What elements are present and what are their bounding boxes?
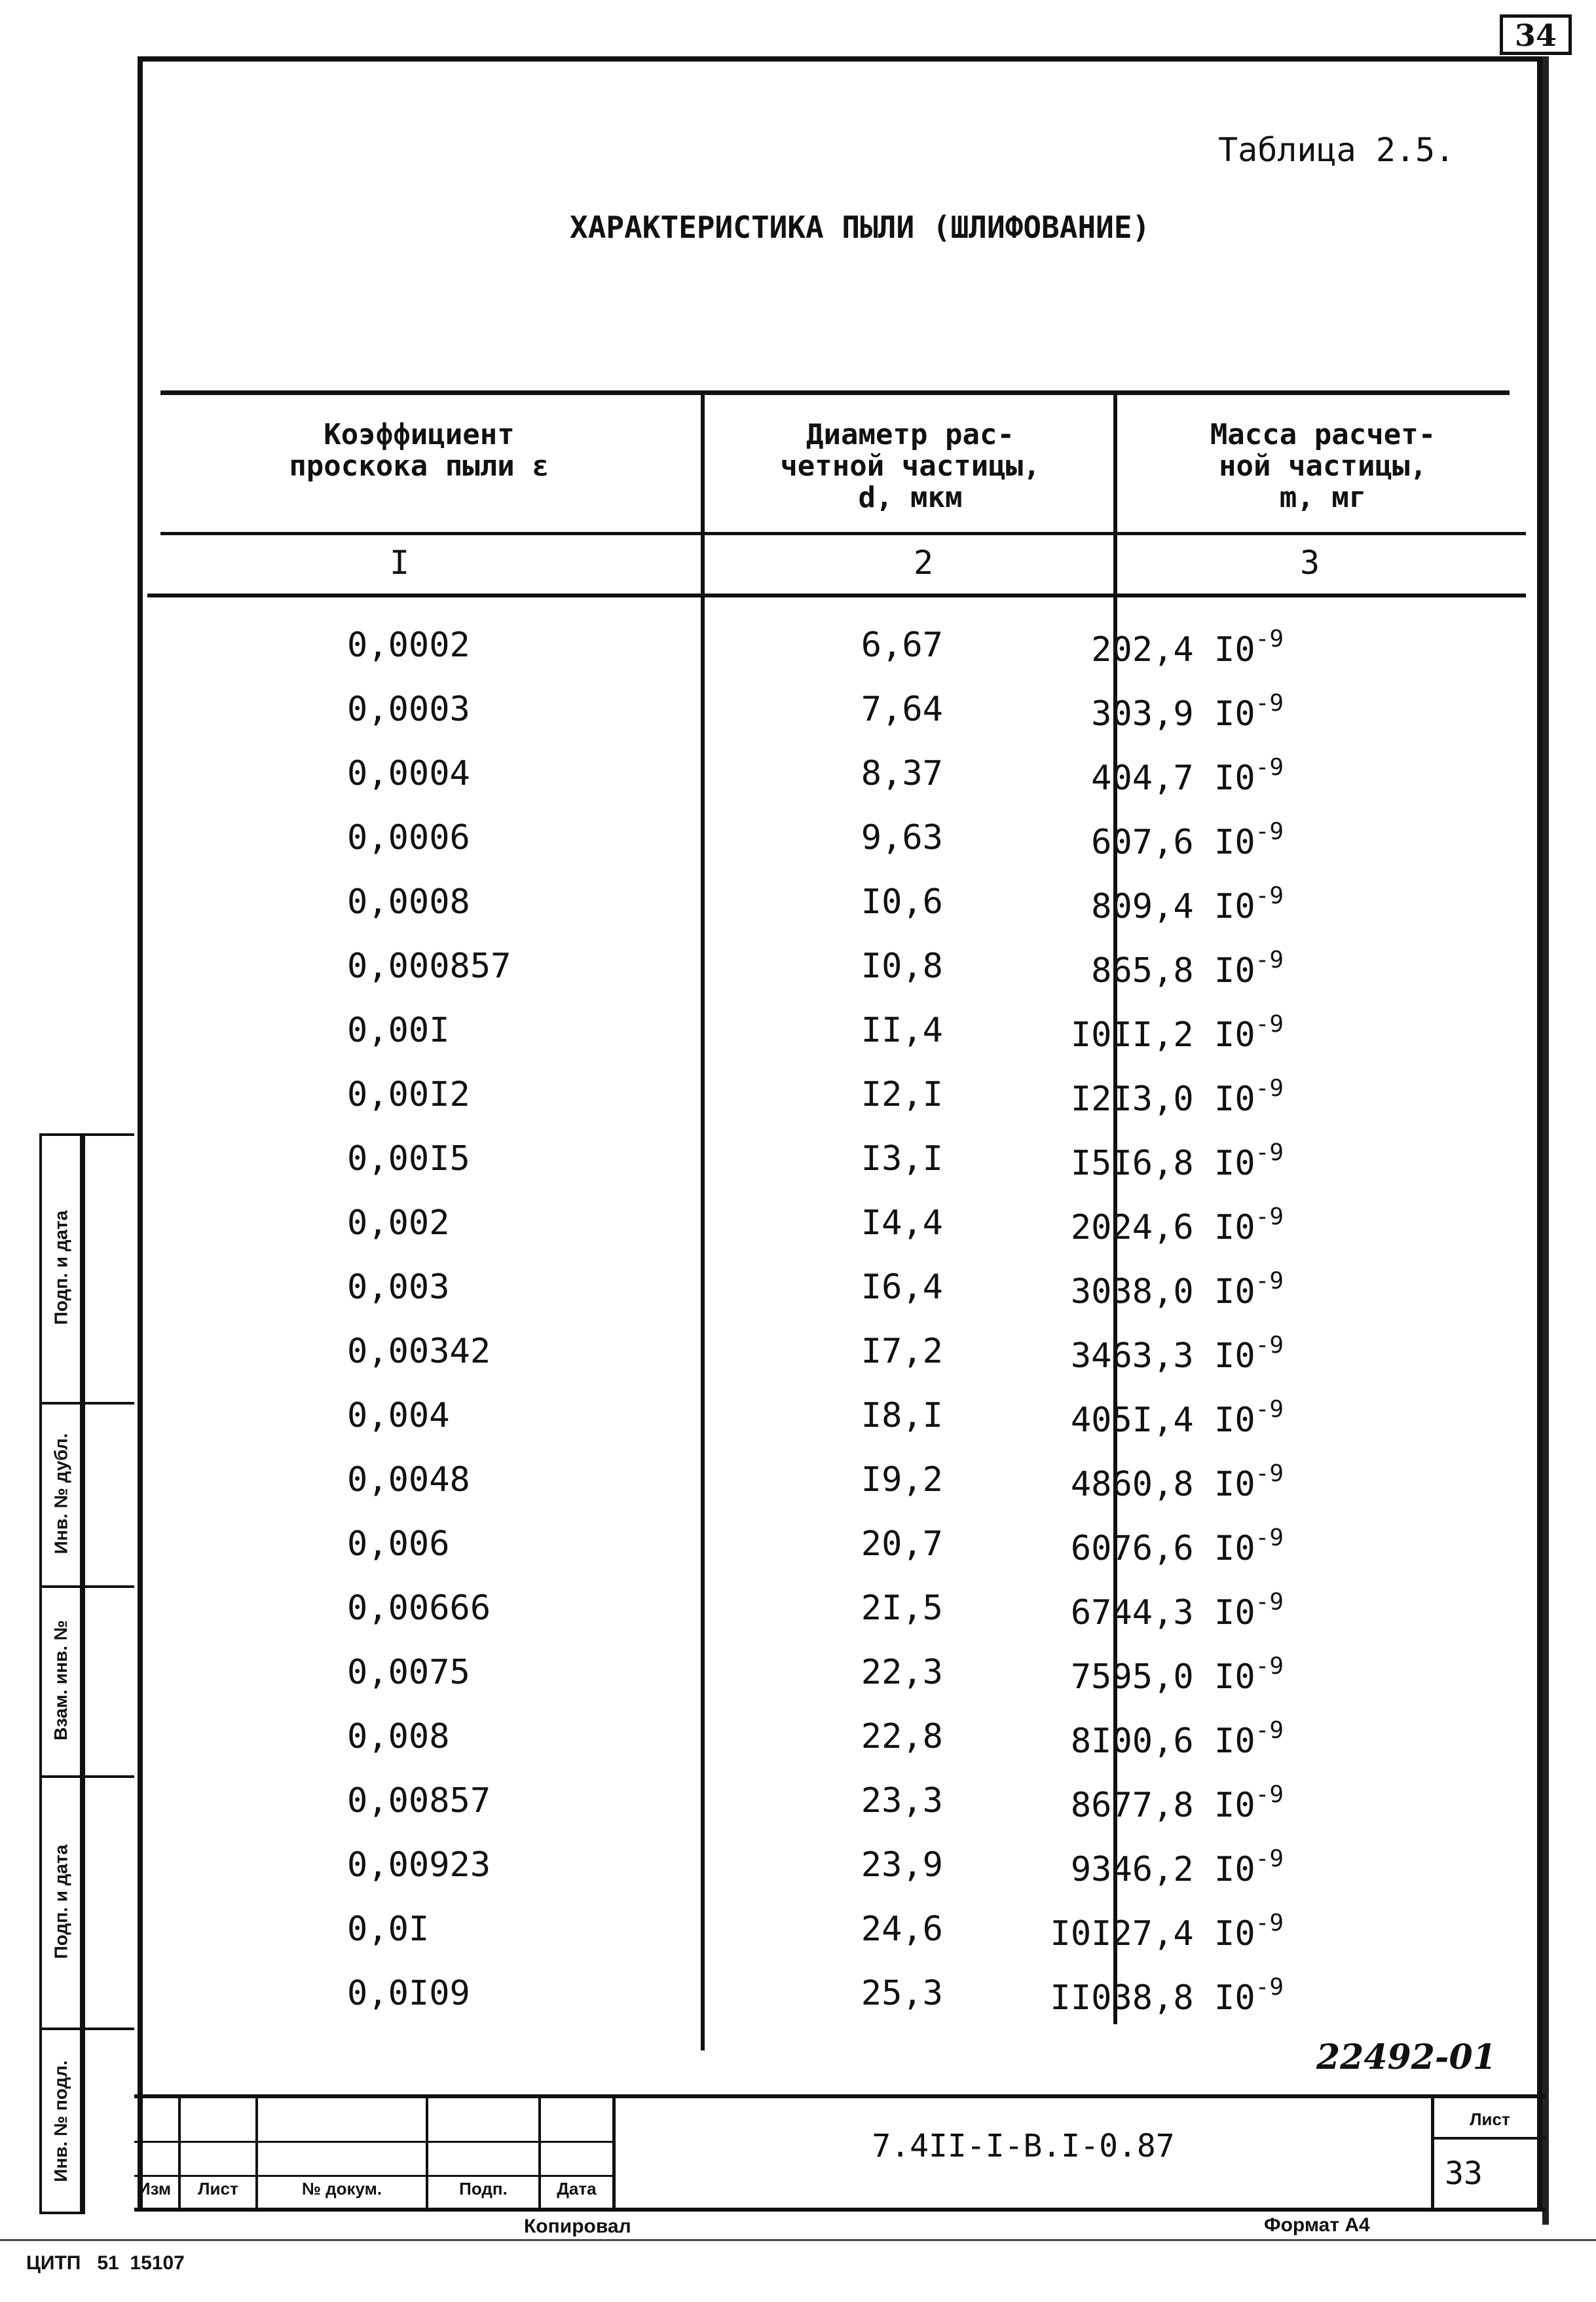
mass-cell xyxy=(1002,1781,1284,1825)
tb-sheet-label: Лист xyxy=(1470,2109,1510,2129)
mass-cell xyxy=(1002,1139,1284,1183)
mass-value: 4860,8 xyxy=(1070,1465,1194,1504)
mass-value: 9346,2 xyxy=(1070,1850,1194,1889)
side-stamp-div-4 xyxy=(39,2028,134,2030)
diameter-cell: I9,2 xyxy=(861,1460,943,1500)
coefficient-cell: 0,00I2 xyxy=(347,1075,470,1114)
mass-multiplier: I0 xyxy=(1214,630,1255,670)
mass-value: 3038,0 xyxy=(1070,1272,1194,1311)
document-code: 7.4II-I-B.I-0.87 xyxy=(872,2128,1175,2164)
side-stamp-div-2 xyxy=(39,1585,134,1588)
mass-multiplier: I0 xyxy=(1214,759,1255,798)
page-frame xyxy=(138,56,1542,2212)
footer-format: Формат А4 xyxy=(1264,2214,1370,2236)
mass-multiplier: I0 xyxy=(1214,1722,1255,1761)
coefficient-cell: 0,004 xyxy=(347,1396,450,1435)
mass-exponent: -9 xyxy=(1255,1910,1284,1936)
mass-multiplier: I0 xyxy=(1214,1336,1255,1376)
mass-cell xyxy=(1002,1011,1284,1055)
mass-exponent: -9 xyxy=(1255,1332,1284,1359)
coefficient-cell: 0,00I5 xyxy=(347,1139,470,1179)
coefficient-cell: 0,0075 xyxy=(347,1653,470,1692)
diameter-cell: 25,3 xyxy=(861,1974,943,2013)
mass-multiplier: I0 xyxy=(1214,1786,1255,1825)
column-divider-1 xyxy=(701,393,705,2050)
side-stamp-replace-inv: Взам. инв. № xyxy=(50,1620,71,1741)
page-frame-right-edge xyxy=(1542,56,1549,2225)
side-stamp-sign-date-2: Подп. и дата xyxy=(50,1844,71,1959)
mass-exponent: -9 xyxy=(1255,690,1284,717)
mass-multiplier: I0 xyxy=(1214,951,1255,991)
coefficient-cell: 0,0I09 xyxy=(347,1974,470,2013)
mass-cell xyxy=(1002,818,1284,862)
diameter-cell: I0,6 xyxy=(861,882,943,922)
diameter-cell: 22,3 xyxy=(861,1653,943,1692)
mass-multiplier: I0 xyxy=(1214,1465,1255,1504)
side-stamp-inner xyxy=(83,1133,85,2214)
mass-value: 404,7 xyxy=(1091,759,1194,798)
coefficient-cell: 0,006 xyxy=(347,1524,450,1564)
table-title: ХАРАКТЕРИСТИКА ПЫЛИ (ШЛИФОВАНИЕ) xyxy=(570,210,1151,245)
coefficient-cell: 0,003 xyxy=(347,1268,450,1307)
mass-exponent: -9 xyxy=(1255,882,1284,909)
diameter-cell: 6,67 xyxy=(861,626,943,665)
mass-value: 7595,0 xyxy=(1070,1657,1194,1697)
coefficient-cell: 0,0003 xyxy=(347,690,470,729)
mass-exponent: -9 xyxy=(1255,1075,1284,1102)
mass-multiplier: I0 xyxy=(1214,1272,1255,1311)
mass-cell xyxy=(1002,1332,1284,1376)
mass-exponent: -9 xyxy=(1255,1589,1284,1615)
mass-value: I5I6,8 xyxy=(1070,1144,1194,1183)
mass-exponent: -9 xyxy=(1255,1011,1284,1038)
tb-label-doc-no: № докум. xyxy=(301,2179,382,2198)
mass-cell xyxy=(1002,1524,1284,1568)
coefficient-cell: 0,002 xyxy=(347,1203,450,1243)
mass-cell xyxy=(1002,1460,1284,1504)
mass-value: 8I00,6 xyxy=(1070,1722,1194,1761)
footer-rule xyxy=(0,2239,1596,2241)
mass-cell xyxy=(1002,1653,1284,1697)
mass-multiplier: I0 xyxy=(1214,1593,1255,1632)
tb-label-date: Дата xyxy=(557,2179,597,2198)
coefficient-cell: 0,00342 xyxy=(347,1332,491,1371)
coefficient-cell: 0,00666 xyxy=(347,1589,491,1628)
mass-cell xyxy=(1002,1910,1284,1953)
mass-multiplier: I0 xyxy=(1214,1208,1255,1247)
mass-cell xyxy=(1002,754,1284,798)
mass-value: 865,8 xyxy=(1091,951,1194,991)
mass-cell xyxy=(1002,1203,1284,1247)
mass-exponent: -9 xyxy=(1255,1781,1284,1808)
diameter-cell: 22,8 xyxy=(861,1717,943,1756)
mass-multiplier: I0 xyxy=(1214,1529,1255,1568)
header-mass: Масса расчет- ной частицы, m, мг xyxy=(1210,418,1436,514)
mass-value: 3463,3 xyxy=(1070,1336,1194,1376)
header-diameter: Диаметр рас- четной частицы, d, мкм xyxy=(780,418,1041,514)
diameter-cell: 24,6 xyxy=(861,1910,943,1949)
diameter-cell: 8,37 xyxy=(861,754,943,793)
diameter-cell: I8,I xyxy=(861,1396,943,1435)
diameter-cell: 23,3 xyxy=(861,1781,943,1821)
mass-cell xyxy=(1002,1075,1284,1119)
coefficient-cell: 0,00857 xyxy=(347,1781,491,1821)
mass-multiplier: I0 xyxy=(1214,823,1255,862)
handwritten-number: 22492-01 xyxy=(1316,2037,1496,2077)
mass-value: 303,9 xyxy=(1091,694,1194,734)
mass-value: II038,8 xyxy=(1050,1978,1194,2018)
mass-cell xyxy=(1002,947,1284,991)
title-block-bottom xyxy=(134,2208,1546,2212)
diameter-cell: 9,63 xyxy=(861,818,943,858)
mass-exponent: -9 xyxy=(1255,754,1284,781)
diameter-cell: II,4 xyxy=(861,1011,943,1050)
diameter-cell: 2I,5 xyxy=(861,1589,943,1628)
mass-exponent: -9 xyxy=(1255,1460,1284,1487)
mass-cell xyxy=(1002,882,1284,926)
mass-cell xyxy=(1002,1268,1284,1311)
title-block-row-1 xyxy=(134,2141,616,2143)
tb-label-sign: Подп. xyxy=(459,2179,508,2198)
diameter-cell: 20,7 xyxy=(861,1524,943,1564)
table-label: Таблица 2.5. xyxy=(1218,131,1455,169)
diameter-cell: 7,64 xyxy=(861,690,943,729)
mass-value: 8677,8 xyxy=(1070,1786,1194,1825)
side-stamp-div-3 xyxy=(39,1775,134,1778)
tb-sheet-divider xyxy=(1431,2137,1546,2140)
mass-exponent: -9 xyxy=(1255,1974,1284,2001)
diameter-cell: I2,I xyxy=(861,1075,943,1114)
mass-cell xyxy=(1002,690,1284,734)
mass-value: 809,4 xyxy=(1091,887,1194,926)
mass-value: I0II,2 xyxy=(1070,1015,1194,1055)
column-number-rule xyxy=(147,594,1526,597)
mass-exponent: -9 xyxy=(1255,1717,1284,1744)
mass-value: 607,6 xyxy=(1091,823,1194,862)
sheet-number-corner: 34 xyxy=(1500,14,1572,55)
side-stamp-dup-inv: Инв. № дубл. xyxy=(50,1433,71,1555)
coefficient-cell: 0,00I xyxy=(347,1011,450,1050)
coefficient-cell: 0,0048 xyxy=(347,1460,470,1500)
mass-multiplier: I0 xyxy=(1214,1850,1255,1889)
mass-exponent: -9 xyxy=(1255,1653,1284,1680)
diameter-cell: I4,4 xyxy=(861,1203,943,1243)
column-number-2: 2 xyxy=(913,544,934,582)
mass-cell xyxy=(1002,1974,1284,2018)
mass-multiplier: I0 xyxy=(1214,1080,1255,1119)
mass-value: I2I3,0 xyxy=(1070,1080,1194,1119)
mass-multiplier: I0 xyxy=(1214,1015,1255,1055)
coefficient-cell: 0,000857 xyxy=(347,947,511,986)
mass-exponent: -9 xyxy=(1255,626,1284,652)
mass-exponent: -9 xyxy=(1255,1845,1284,1872)
diameter-cell: I0,8 xyxy=(861,947,943,986)
mass-cell xyxy=(1002,1396,1284,1440)
side-stamp-sign-date-1: Подп. и дата xyxy=(50,1210,71,1325)
tb-sheet-number: 33 xyxy=(1445,2155,1483,2192)
title-block-top xyxy=(134,2094,1546,2098)
coefficient-cell: 0,0002 xyxy=(347,626,470,665)
mass-multiplier: I0 xyxy=(1214,1401,1255,1440)
header-coefficient: Коэффициент проскока пыли ε xyxy=(289,418,549,483)
tb-label-change: Изм xyxy=(138,2179,172,2198)
mass-multiplier: I0 xyxy=(1214,694,1255,734)
mass-cell xyxy=(1002,1589,1284,1632)
mass-value: 405I,4 xyxy=(1070,1401,1194,1440)
tb-label-sheet: Лист xyxy=(198,2179,238,2198)
table-top-rule xyxy=(160,390,1510,395)
coefficient-cell: 0,0004 xyxy=(347,754,470,793)
mass-value: 202,4 xyxy=(1091,630,1194,670)
mass-value: 2024,6 xyxy=(1070,1208,1194,1247)
mass-exponent: -9 xyxy=(1255,1203,1284,1230)
mass-exponent: -9 xyxy=(1255,1524,1284,1551)
diameter-cell: I3,I xyxy=(861,1139,943,1179)
footer-printer: ЦИТП 51 15107 xyxy=(26,2252,185,2274)
mass-cell xyxy=(1002,626,1284,670)
mass-exponent: -9 xyxy=(1255,818,1284,845)
mass-multiplier: I0 xyxy=(1214,887,1255,926)
header-rule xyxy=(160,532,1526,535)
mass-value: 6076,6 xyxy=(1070,1529,1194,1568)
mass-cell xyxy=(1002,1845,1284,1889)
mass-exponent: -9 xyxy=(1255,1396,1284,1423)
column-number-1: I xyxy=(389,544,410,582)
mass-multiplier: I0 xyxy=(1214,1657,1255,1697)
mass-exponent: -9 xyxy=(1255,947,1284,973)
mass-value: I0I27,4 xyxy=(1050,1914,1194,1953)
coefficient-cell: 0,008 xyxy=(347,1717,450,1756)
mass-multiplier: I0 xyxy=(1214,1144,1255,1183)
diameter-cell: I6,4 xyxy=(861,1268,943,1307)
column-number-3: 3 xyxy=(1299,544,1320,582)
coefficient-cell: 0,0008 xyxy=(347,882,470,922)
mass-cell xyxy=(1002,1717,1284,1761)
diameter-cell: 23,9 xyxy=(861,1845,943,1885)
coefficient-cell: 0,0I xyxy=(347,1910,430,1949)
side-stamp-orig-inv: Инв. № подл. xyxy=(50,2060,71,2182)
mass-multiplier: I0 xyxy=(1214,1978,1255,2018)
mass-value: 6744,3 xyxy=(1070,1593,1194,1632)
side-stamp-top xyxy=(39,1133,134,1136)
coefficient-cell: 0,00923 xyxy=(347,1845,491,1885)
coefficient-cell: 0,0006 xyxy=(347,818,470,858)
title-block-row-2 xyxy=(134,2175,616,2177)
mass-exponent: -9 xyxy=(1255,1139,1284,1166)
diameter-cell: I7,2 xyxy=(861,1332,943,1371)
side-stamp-div-1 xyxy=(39,1402,134,1405)
mass-multiplier: I0 xyxy=(1214,1914,1255,1953)
mass-exponent: -9 xyxy=(1255,1268,1284,1294)
footer-copied: Копировал xyxy=(524,2216,631,2237)
